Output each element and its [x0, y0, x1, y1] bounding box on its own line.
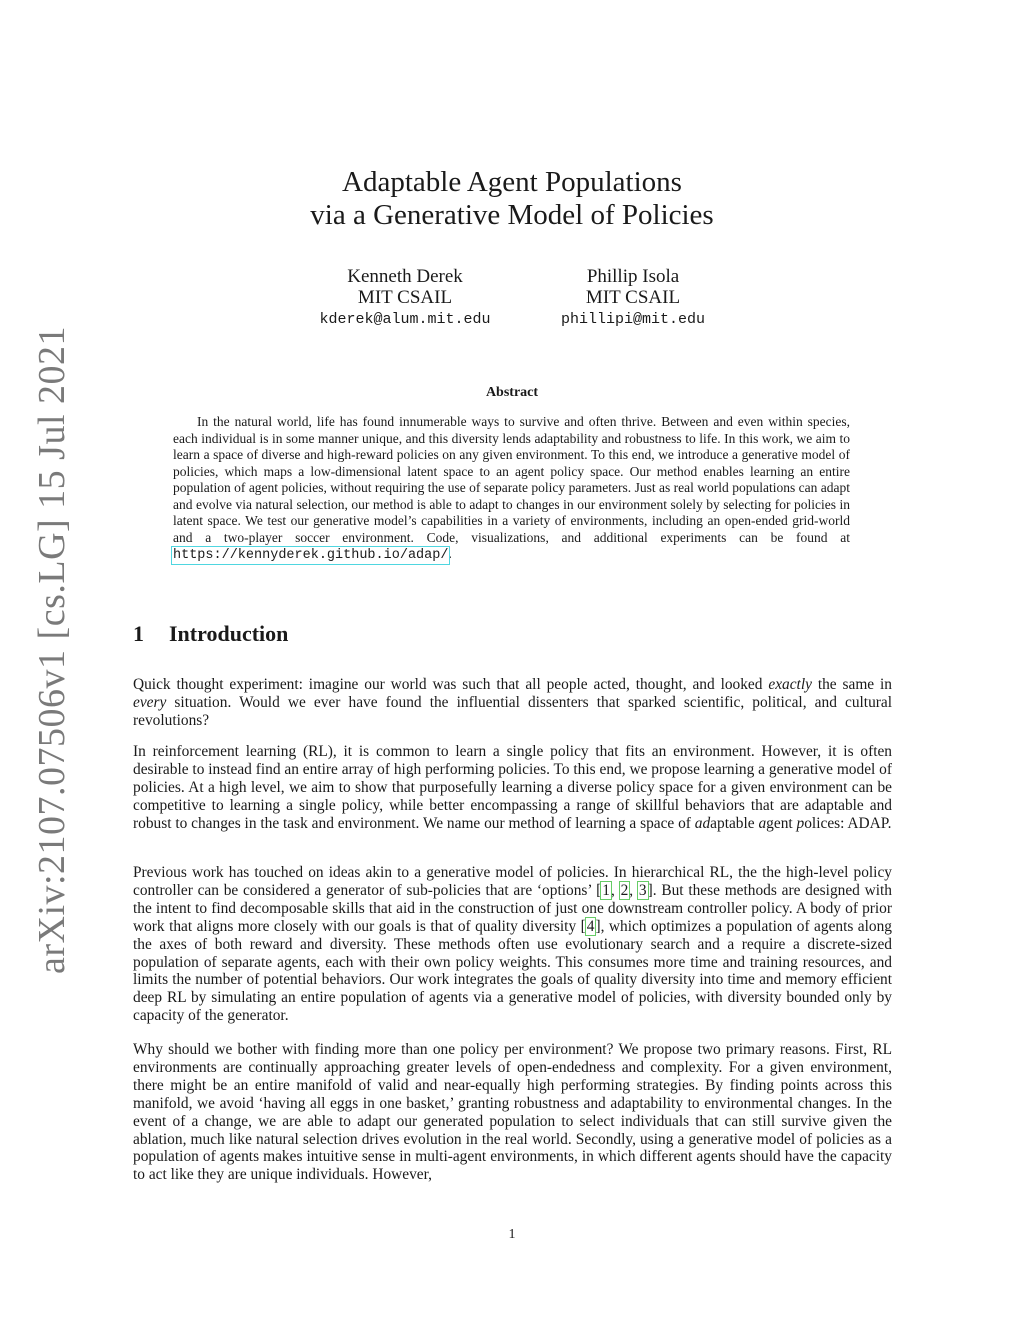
author-name: Phillip Isola [586, 266, 680, 287]
abstract-text [173, 414, 850, 565]
citation-link[interactable]: 3 [638, 881, 647, 899]
title-line-1: Adaptable Agent Populations [342, 166, 682, 198]
section-title: Introduction [169, 621, 289, 646]
author-email[interactable]: kderek@alum.mit.edu [319, 311, 491, 328]
section-number: 1 [133, 621, 144, 646]
author-affiliation: MIT CSAIL [585, 287, 681, 308]
citation-link[interactable]: 2 [620, 881, 629, 899]
paragraph-3: Previous work has touched on ideas akin to a generative model of policies. In hierarchical RL, the the high-level policy controller can be considered a generator of sub-policies that are ‘options’ [1, 2, 3]. But these methods are designed with the intent to find decomposable skills that aid in the construction of just one downstream controller policy. A body of prior work that aligns more closely with our goals is that of quality diversity [4], which optimizes a population of agents along the axes of both reward and diversity. These methods often use evolutionary search and a require a discrete-sized population of separate agents, each with their own policy weights. This consumes more time and training resources, and limits the number of potential behaviors. Our work integrates the goals of quality diversity into time and memory efficient deep RL by simulating an entire population of agents via a generative model of policies, with diversity bounded only by capacity of the generator. [133, 864, 893, 1025]
abstract-body-text: In the natural world, life has found innumerable ways to survive and often thrive. Between and even within species, each individual is in some manner unique, and this diversity lends adaptability and robustness to life. In this work, we aim to learn a space of diverse and high-reward policies on any given environment. To this end, we introduce a generative model of policies, which maps a low-dimensional latent space to an agent policy space. Our method enables learning an entire population of agent policies, without requiring the use of separate policy parameters. Just as real world populations can adapt and evolve via natural selection, our method is able to adapt to changes in our environment solely by selecting for policies in latent space. We test our generative model’s capabilities in a variety of environments, including an open-ended grid-world and a two-player soccer environment. Code, visualizations, and additional experiments can be found at [173, 414, 850, 545]
arxiv-identifier: arXiv:2107.07506v1 [cs.LG] 15 Jul 2021 [31, 325, 73, 975]
title-line-2: via a Generative Model of Policies [310, 199, 714, 231]
project-link[interactable]: https://kennyderek.github.io/adap/ [173, 548, 449, 563]
author-name: Kenneth Derek [347, 266, 463, 287]
paragraph-4: Why should we bother with finding more than one policy per environment? We propose two primary reasons. First, RL environments are continually approaching greater levels of open-endedness and complexity. For a given environment, there might be an entire manifold of valid and near-equally high performing strategies. By finding points across this manifold, we avoid ‘having all eggs in one basket,’ granting robustness and adaptability to environmental changes. In the event of a change, we are able to adapt our generated population to select individuals that can still survive given the ablation, much like natural selection drives evolution in the real world. Secondly, using a generative model of policies as a population of agents makes intuitive sense in multi-agent environments, in which different agents should have the capacity to act like they are unique individuals. However, [133, 1041, 892, 1184]
citation-link[interactable]: 1 [602, 881, 610, 899]
abstract-end-punct: . [448, 546, 452, 561]
author-affiliation: MIT CSAIL [357, 287, 453, 308]
paper-title [0, 166, 1024, 232]
abstract-heading: Abstract [485, 385, 539, 400]
paragraph-2: In reinforcement learning (RL), it is common to learn a single policy that fits an environment. However, it is often desirable to instead find an entire array of high performing policies. To this end, we propose learning a generative model of policies. At a high level, we aim to show that purposefully learning a diverse policy space for a given environment can be competitive to learning a single policy, while better encompassing a range of skillful behaviors that are adaptable and robust to changes in the task and environment. We name our method of learning a space of adaptable agent polices: ADAP. [133, 743, 892, 832]
citation-link[interactable]: 4 [586, 917, 595, 935]
section-heading [133, 621, 288, 647]
author-email[interactable]: phillipi@mit.edu [560, 311, 706, 328]
author-block-1 [305, 266, 505, 330]
author-block-2 [533, 266, 733, 330]
paragraph-1: Quick thought experiment: imagine our world was such that all people acted, thought, and looked exactly the same in every situation. Would we ever have found the influential dissenters that sparked scientific, political, and cultural revolutions? [133, 676, 892, 729]
page-number: 1 [508, 1227, 516, 1242]
